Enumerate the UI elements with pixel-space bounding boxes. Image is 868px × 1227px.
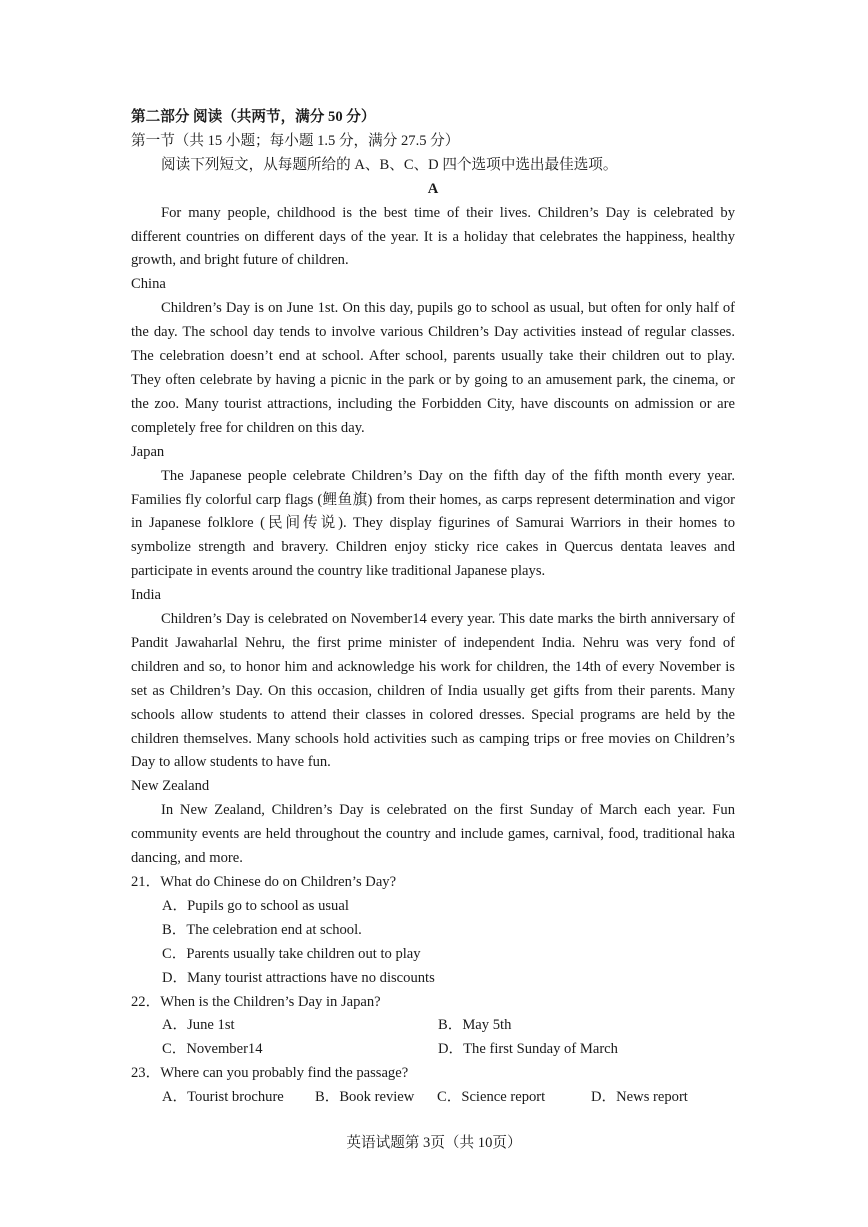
option-b: B．May 5th [438, 1017, 512, 1034]
section-heading-new-zealand: New Zealand [131, 778, 210, 795]
question-stem: 23．Where can you probably find the passage? [131, 1065, 409, 1082]
question-23 [131, 1062, 735, 1110]
instruction: 阅读下列短文，从每题所给的 A、B、C、D 四个选项中选出最佳选项。 [161, 156, 618, 173]
option-a: A．Pupils go to school as usual [162, 897, 349, 914]
section-text-japan: The Japanese people celebrate Children’s Day on the fifth day of the fifth month every year. Families fly colorful carp flags (鲤鱼旗) from their homes, as carps represent determination and vigor in Japanese folklore (民间传说). They display figurines of Samurai Warriors in their homes to symbolize strength and bravery. Children enjoy sticky rice cakes in Quercus dentata leaves and participate in events around the country like traditional Japanese plays. [131, 467, 735, 580]
passage-intro: For many people, childhood is the best time of their lives. Children’s Day is celebrated by different countries on different days of the year. It is a holiday that celebrates the happiness, healthy growth, and bright future of children. [131, 204, 735, 269]
question-stem: 21．What do Chinese do on Children’s Day? [131, 874, 397, 890]
section-heading-japan: Japan [131, 443, 165, 460]
passage-label: A [427, 180, 439, 197]
section-text-india: Children’s Day is celebrated on November14 every year. This date marks the birth anniversary of Pandit Jawaharlal Nehru, the first prime minister of independent India. Nehru was very fond of children and so, to honor him and acknowledge his work for children, the 14th of every November is set as Children’s Day. On this occasion, children of India usually get gifts from their parents. Many schools allow students to attend their classes in colored dresses. Special programs are held by the children themselves. Many schools hold activities such as camping trips or free movies on Children’s Day to allow students to have fun. [131, 611, 735, 771]
option-d: D．The first Sunday of March [438, 1041, 618, 1058]
section-heading-china: China [131, 276, 166, 293]
option-list [131, 895, 735, 991]
option-list [131, 1086, 735, 1110]
reading-section [131, 106, 735, 1110]
option-b: B．Book review [315, 1089, 415, 1106]
option-b: B．The celebration end at school. [162, 921, 362, 938]
option-a: A．Tourist brochure [162, 1089, 284, 1106]
section-text-new-zealand: In New Zealand, Children’s Day is celebrated on the first Sunday of March each year. Fun community events are held throughout the country and include games, carnival, food, traditional haka dancing, and more. [131, 802, 735, 867]
option-c: C．Parents usually take children out to play [162, 945, 421, 962]
question-21 [131, 871, 735, 991]
option-a: A．June 1st [162, 1017, 235, 1034]
question-22 [131, 991, 735, 1063]
option-d: D．News report [591, 1089, 688, 1106]
page-footer: 英语试题第 3页（共 10页） [346, 1135, 522, 1151]
option-c: C．November14 [162, 1041, 263, 1058]
question-stem: 22．When is the Children’s Day in Japan? [131, 993, 381, 1010]
section-heading-india: India [131, 587, 161, 604]
option-c: C．Science report [437, 1089, 546, 1106]
section-text-china: Children’s Day is on June 1st. On this day, pupils go to school as usual, but often for only half of the day. The school day tends to involve various Children’s Day activities instead of regular classes. The celebration doesn’t end at school. After school, parents usually take their children out to play. They often celebrate by having a picnic in the park or by going to an amusement park, the cinema, or the zoo. Many tourist attractions, including the Forbidden City, have discounts on admission or are completely free for children on this day. [131, 300, 735, 436]
part-title: 第二部分 阅读（共两节，满分 50 分） [131, 109, 376, 125]
section-title: 第一节（共 15 小题；每小题 1.5 分，满分 27.5 分） [131, 132, 460, 149]
option-list [131, 1014, 735, 1062]
option-d: D．Many tourist attractions have no discounts [162, 969, 435, 986]
